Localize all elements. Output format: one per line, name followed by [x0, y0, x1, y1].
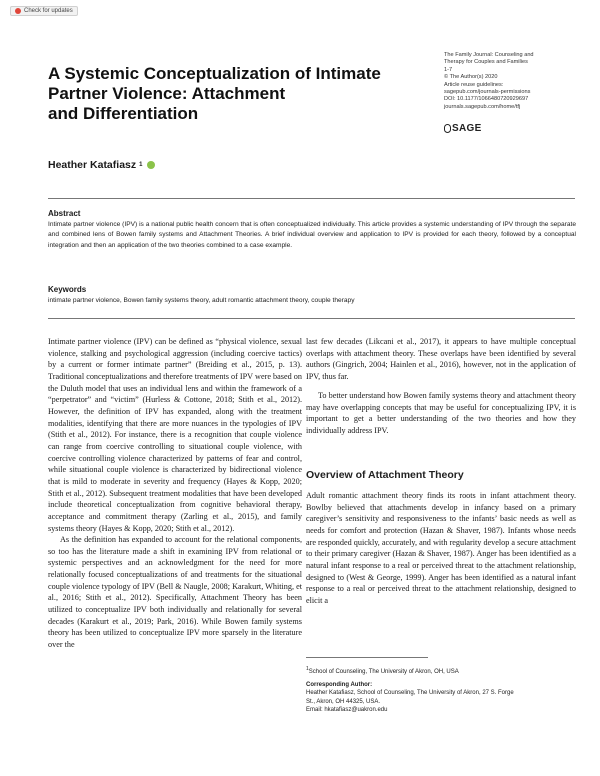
corresponding-heading: Corresponding Author:	[306, 682, 373, 688]
meta-permissions-link[interactable]: sagepub.com/journals-permissions	[444, 89, 531, 96]
corresponding-line-2: St., Akron, OH 44325, USA.	[306, 698, 381, 705]
meta-journal-link[interactable]: journals.sagepub.com/home/tfj	[444, 103, 521, 110]
check-updates-icon	[15, 8, 21, 14]
title-line-3: and Differentiation	[48, 104, 199, 123]
body-paragraph: Intimate partner violence (IPV) can be defined as “physical violence, sexual violence, stalking and psychological aggression (including coercive tactics) by a current or former intimate partner” (Breiding et al., 2015, p. 13). Traditional conceptualizations and therefore treatments of IPV were based on the Duluth model that uses an individual lens and within the framework of a “perpetrator” and “victim” (Hurless & Cottone, 2018; Stith et al., 2012). However, the definition of IPV has expanded, along with the treatment modalities, identifying that there are more nuances in the typologies of IPV (Stith et al., 2012). For instance, there is a recognition that couple violence can range from coercive controlling to situational couple violence, with coercive controlling violence characterized by patterns of fear and control, while situational couple violence is characterized by bidirectional violence that is mild to moderate in severity and frequency (Hayes & Kopp, 2020; Stith et al., 2012). Subsequent treatment modalities that have been developed include theoretical conceptualization from cognitive behavioral therapy, acceptance and commitment therapy (Zarling et al., 2015), and family systems theory (Hayes & Kopp, 2020; Stith et al., 2012).	[48, 337, 302, 533]
footnote-affiliation	[306, 665, 576, 676]
meta-copyright: © The Author(s) 2020	[444, 74, 498, 81]
journal-meta	[444, 52, 574, 111]
author-sup: 1	[139, 162, 143, 168]
corresponding-author	[306, 681, 576, 714]
title-line-1: A Systemic Conceptualization of Intimate	[48, 64, 381, 83]
title-line-2: Partner Violence: Attachment	[48, 84, 286, 103]
footnote-divider	[306, 657, 428, 658]
body-right-paragraph-1	[306, 336, 576, 383]
body-paragraph: Adult romantic attachment theory finds its roots in infant attachment theory. Bowlby believed that attachments develop in infancy based on a primary caregiver’s sensitivity and responsiveness to the infants’ basic needs as well as needs for comfort and protection (Hazan & Shaver, 1987). Infants whose needs are responded quickly, accurately, and with regularity develop a secure attachment to their primary caregiver (Hazan & Shaver, 1987). Anger has been identified as a natural infant response to a real or perceived threat to the attachment relationship, designed to (West & George, 1999). Anger has been identified as a natural infant response to a real or perceived threat to the attachment relationship, designed to elicit a	[306, 491, 576, 605]
meta-pages: 1-7	[444, 66, 453, 73]
author-name: Heather Katafiasz	[48, 159, 137, 171]
sage-logo	[444, 123, 482, 134]
check-updates-label: Check for updates	[24, 8, 73, 14]
orcid-icon[interactable]	[147, 161, 155, 169]
meta-reuse-label: Article reuse guidelines:	[444, 81, 504, 88]
meta-doi[interactable]: DOI: 10.1177/1066480720929697	[444, 96, 529, 103]
body-paragraph: last few decades (Likcani et al., 2017), it appears to have multiple conceptual overlaps with attachment theory. These overlaps have been identified by several authors (Gingrich, 2004; Hainlen et al., 2016), however, not in the application of IPV, thus far.	[306, 337, 576, 381]
body-right-paragraph-2	[306, 390, 576, 437]
body-left-column	[48, 336, 302, 651]
affiliation-sup: 1	[306, 666, 309, 672]
article-title	[48, 64, 388, 124]
sage-logo-text: SAGE	[452, 123, 482, 134]
keywords-heading: Keywords	[48, 285, 87, 294]
corresponding-email[interactable]: Email: hkatafiasz@uakron.edu	[306, 706, 388, 713]
corresponding-line-1: Heather Katafiasz, School of Counseling, The University of Akron, 27 S. Forge	[306, 690, 514, 697]
divider-top	[48, 198, 575, 199]
meta-journal-line-2: Therapy for Couples and Families	[444, 59, 528, 66]
author-line	[48, 159, 155, 171]
body-paragraph: To better understand how Bowen family systems theory and attachment theory may have overlapping concepts that may be useful for conceptualizing IPV, it is important to get a better understanding of the two theories and how they individually address IPV.	[306, 391, 576, 435]
body-paragraph: As the definition has expanded to account for the relational components, so too has the literature made a shift in examining IPV from relational or systemic perspectives and an acknowledgment for the need for more relationally focused conceptualizations of and treatments for the situational couple violence typology of IPV (Bell & Naugle, 2008; Karakurt, Whiting, et al., 2016; Stith et al., 2012). Specifically, Attachment Theory has been utilized to conceptualize IPV both individually and relationally for several decades (Karakurt et al., 2019; Park, 2016). While Bowen family systems theory has been utilized to conceptualize IPV more sparsely in the literature over the	[48, 535, 302, 650]
affiliation-text: School of Counseling, The University of Akron, OH, USA	[308, 669, 459, 675]
section-heading: Overview of Attachment Theory	[306, 469, 464, 481]
check-for-updates-button[interactable]	[10, 6, 78, 16]
divider-bottom	[48, 318, 575, 319]
meta-journal-line-1: The Family Journal: Counseling and	[444, 52, 534, 58]
abstract-text: Intimate partner violence (IPV) is a national public health concern that is often conceptualized individually. This article provides a systemic understanding of IPV through the separate and combined lens of Bowen family systems and Attachment Theories. A brief individual overview and application to IPV is provided for each theory, followed by a conceptual integration and then an application of the two theories combined to a case example.	[48, 221, 576, 249]
body-right-column	[306, 490, 576, 607]
keywords-text: intimate partner violence, Bowen family systems theory, adult romantic attachment theory, couple therapy	[48, 297, 355, 304]
sage-logo-icon	[444, 124, 451, 133]
abstract-heading: Abstract	[48, 209, 81, 218]
